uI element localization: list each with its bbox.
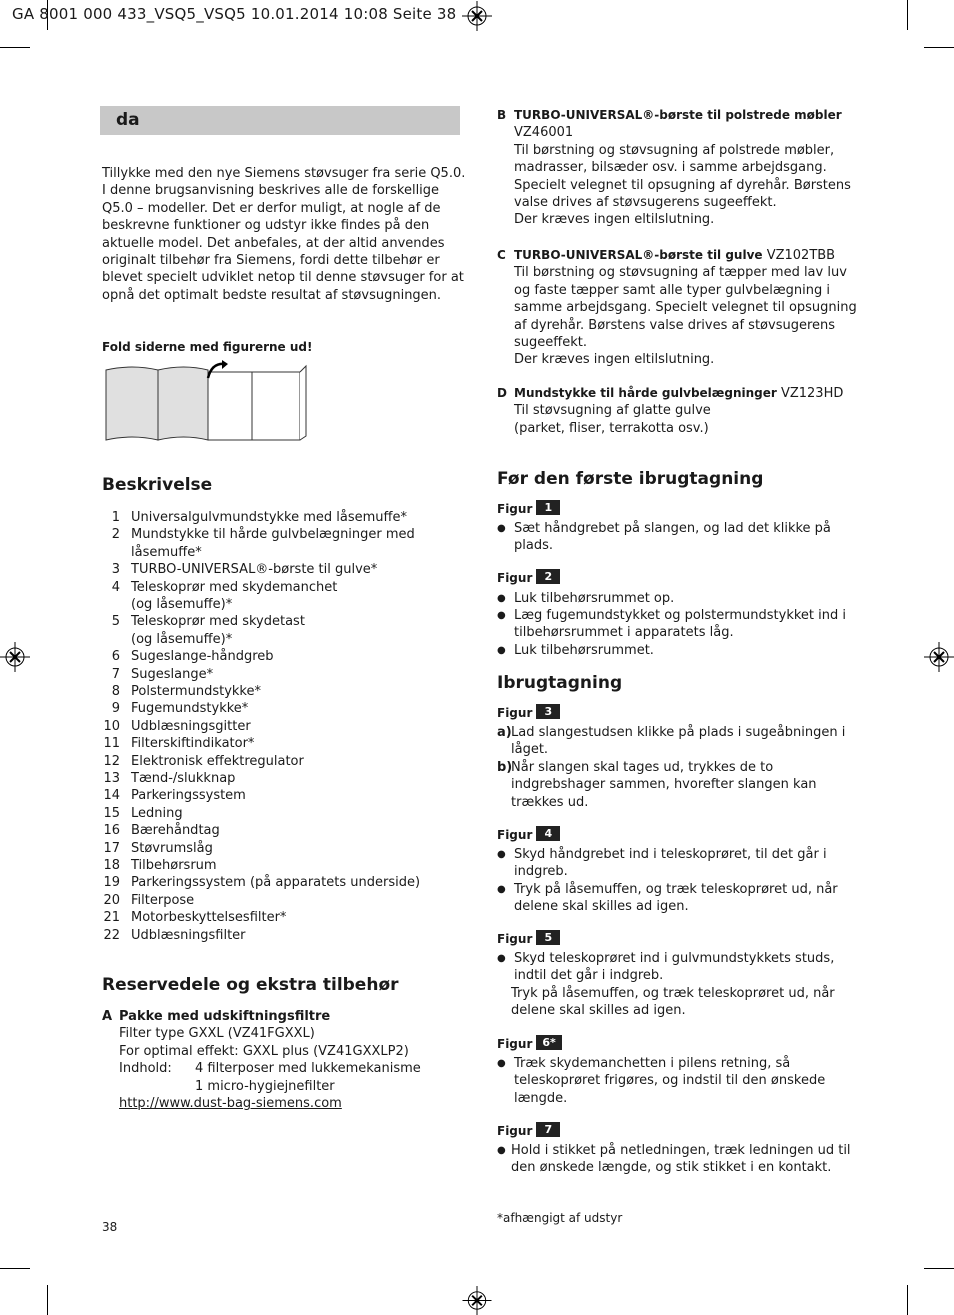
- list-item-number: 18: [103, 858, 120, 873]
- figure-number-badge: 3: [536, 704, 560, 719]
- step-b: b) Når slangen skal tages ud, trykkes de to indgrebshager sammen, hvorefter slangen kan trækkes ud.: [497, 760, 817, 810]
- bullet-item: ● Hold i stikket på netledningen, træk ledningen ud til den ønskede længde, og stik stikket i en kontakt.: [497, 1143, 851, 1176]
- list-item-number: 4: [111, 579, 120, 595]
- list-item-number: 11: [103, 736, 120, 752]
- list-item-number: 17: [103, 840, 120, 856]
- section-title-ibrugtagning: Ibrugtagning: [497, 673, 623, 693]
- list-item: [102, 822, 472, 839]
- list-item-text: Sugeslange*: [131, 666, 214, 682]
- registration-mark-icon: [462, 1286, 492, 1315]
- list-item-number: 1: [111, 510, 120, 525]
- list-item-number: 12: [103, 753, 120, 769]
- list-item: [102, 718, 472, 735]
- list-item: [102, 579, 472, 596]
- item-letter: A: [102, 1009, 113, 1024]
- crop-mark: [47, 1285, 48, 1315]
- bullet-item: ● Skyd teleskoprøret ind i gulvmundstykkets studs, indtil det går i indgreb.: [497, 951, 835, 984]
- list-item: [102, 735, 472, 752]
- list-item-text: Parkeringssystem (på apparatets underside): [131, 875, 421, 891]
- registration-mark-icon: [462, 1, 492, 31]
- figure-number-badge: 2: [536, 569, 560, 584]
- section-title-reservedele: Reservedele og ekstra tilbehør: [102, 975, 399, 995]
- crop-mark: [907, 1285, 908, 1315]
- figure-label-3: Figur 3: [497, 704, 560, 720]
- item-title: Pakke med udskiftningsfiltre: [119, 1009, 331, 1024]
- list-item-number: 14: [103, 788, 120, 804]
- list-item: [102, 840, 472, 857]
- list-item: [102, 666, 472, 683]
- list-item: [102, 857, 472, 874]
- list-item-text: låsemuffe*: [131, 544, 202, 560]
- spare-parts-a: A Pakke med udskiftningsfiltre Filter type GXXL (VZ41FGXXL) For optimal effekt: GXXL plus (VZ41GXXLP2) Indhold: 4 filterposer med lukkemekanisme 1 micro-hygiejnefilter http://www.dust-bag-siemens.com: [102, 1009, 421, 1111]
- list-item: [102, 509, 472, 526]
- list-item-number: 15: [103, 805, 120, 821]
- list-item: [102, 770, 472, 787]
- list-item-number: 16: [103, 823, 120, 839]
- list-item-number: 9: [111, 701, 120, 717]
- crop-mark: [924, 1268, 954, 1269]
- step-a: a) Lad slangestudsen klikke på plads i sugeåbningen i låget.: [497, 725, 846, 758]
- figure-label-5: Figur 5: [497, 930, 560, 946]
- list-item-text: Teleskoprør med skydetast: [131, 614, 305, 630]
- list-item: [102, 561, 472, 578]
- bullet-item: ● Tryk på låsemuffen, og træk teleskoprøret ud, når delene skal skilles ad igen.: [497, 882, 838, 915]
- list-item-text: Universalgulvmundstykke med låsemuffe*: [131, 510, 407, 525]
- list-item-text: Teleskoprør med skydemanchet: [131, 579, 338, 595]
- list-item-text: Parkeringssystem: [131, 788, 246, 804]
- figure-number-badge: 4: [536, 826, 560, 841]
- crop-mark: [0, 47, 30, 48]
- registration-mark-icon: [0, 642, 30, 672]
- list-item-text: Polstermundstykke*: [131, 684, 261, 699]
- list-item-text: Udblæsningsfilter: [131, 927, 246, 943]
- figure-label-7: Figur 7: [497, 1122, 560, 1138]
- figure-label-4: Figur 4: [497, 826, 560, 842]
- fold-pages-illustration: [104, 360, 310, 444]
- list-item-text: Elektronisk effektregulator: [131, 753, 304, 769]
- parts-list: [102, 509, 472, 949]
- list-item-number: 13: [103, 771, 120, 786]
- list-item-text: Mundstykke til hårde gulvbelægninger med: [131, 527, 415, 543]
- crop-mark: [0, 1268, 30, 1269]
- figure-label-6: Figur 6*: [497, 1035, 562, 1051]
- list-item-text: Tænd-/slukknap: [131, 771, 236, 786]
- print-header: GA 8001 000 433_VSQ5_VSQ5 10.01.2014 10:08 Seite 38: [12, 5, 457, 23]
- list-item: [102, 909, 472, 926]
- language-code: da: [116, 110, 140, 130]
- figure-5-note: Tryk på låsemuffen, og træk teleskoprøret ud, når delene skal skilles ad igen.: [511, 986, 835, 1019]
- accessory-d: D Mundstykke til hårde gulvbelægninger VZ123HD Til støvsugning af glatte gulve (parket, fliser, terrakotta osv.): [497, 386, 844, 436]
- figure-number-badge: 6*: [536, 1035, 561, 1050]
- list-item-text: Støvrumslåg: [131, 840, 213, 856]
- list-item-number: 21: [103, 910, 120, 926]
- registration-mark-icon: [924, 642, 954, 672]
- crop-mark: [924, 47, 954, 48]
- list-item: [102, 683, 472, 700]
- crop-mark: [907, 0, 908, 30]
- list-item: [102, 613, 472, 630]
- list-item-number: 5: [111, 614, 120, 630]
- list-item: [102, 787, 472, 804]
- list-item: [102, 700, 472, 717]
- list-item: [102, 753, 472, 770]
- list-item-text: Filterpose: [131, 892, 195, 908]
- list-item-number: 3: [111, 562, 120, 578]
- language-bar: [100, 106, 460, 135]
- intro-paragraph: Tillykke med den nye Siemens støvsuger fra serie Q5.0. I denne brugsanvisning beskrives alle de forskellige Q5.0 – modeller. Det er derfor muligt, at nogle af de beskrevne funktioner og udstyr ikke findes på den aktuelle model. Det anbefales, at der altid anvendes originalt tilbehør fra Siemens, fordi dette tilbehør er blevet specielt udviklet netop til denne støvsuger for at opnå det optimalt bedste resultat af støvsugningen.: [102, 166, 466, 303]
- fold-instruction: Fold siderne med figurerne ud!: [102, 340, 313, 354]
- list-item-text: Sugeslange-håndgreb: [131, 649, 274, 665]
- list-item-number: 8: [111, 684, 120, 699]
- list-item-number: 10: [103, 718, 120, 734]
- bullet-item: ● Sæt håndgrebet på slangen, og lad det klikke på plads.: [497, 521, 831, 554]
- list-item-number: 19: [103, 875, 120, 891]
- list-item-text: (og låsemuffe)*: [131, 597, 233, 612]
- list-item-text: Bærehåndtag: [131, 823, 220, 839]
- list-item: [102, 892, 472, 909]
- list-item: [102, 805, 472, 822]
- footnote: *afhængigt af udstyr: [497, 1211, 623, 1225]
- list-item-text: Fugemundstykke*: [131, 701, 249, 717]
- list-item: [102, 874, 472, 891]
- list-item-number: 7: [111, 666, 120, 682]
- list-item-text: Filterskiftindikator*: [131, 736, 255, 752]
- bullet-item: ● Træk skydemanchetten i pilens retning, så teleskoprøret frigøres, og indstil til den ønskede længde.: [497, 1056, 826, 1106]
- figure-number-badge: 1: [536, 500, 560, 515]
- list-item-text: (og låsemuffe)*: [131, 631, 233, 647]
- page-number: 38: [102, 1220, 118, 1234]
- section-title-beskrivelse: Beskrivelse: [102, 475, 213, 495]
- list-item: [102, 526, 472, 543]
- accessory-b: B TURBO-UNIVERSAL®-børste til polstrede møbler VZ46001 Til børstning og støvsugning af polstrede møbler, madrasser, bilsæder osv. i samme arbejdsgang. Specielt velegnet til opsugning af dyrehår. Børstens valse drives af støvsugerens sugeeffekt. Der kræves ingen eltilslutning.: [497, 108, 851, 228]
- list-item-text: Motorbeskyttelsesfilter*: [131, 910, 287, 926]
- figure-number-badge: 7: [536, 1122, 560, 1137]
- accessory-c: C TURBO-UNIVERSAL®-børste til gulve VZ102TBB Til børstning og støvsugning af tæpper med lav luv og faste tæpper samt alle typer gulvbelægning i samme arbejdsgang. Specielt velegnet til opsugning af dyrehår. Børstens valse drives af støvsugerens sugeeffekt. Der kræves ingen eltilslutning.: [497, 248, 857, 368]
- list-item-text: Tilbehørsrum: [131, 858, 217, 873]
- list-item-number: 6: [111, 649, 120, 665]
- list-item-number: 2: [111, 527, 120, 543]
- section-title-foer: Før den første ibrugtagning: [497, 469, 764, 489]
- list-item: [102, 544, 472, 561]
- figure-number-badge: 5: [536, 930, 560, 945]
- figure-label-2: Figur 2: [497, 569, 560, 585]
- list-item-text: Ledning: [131, 805, 183, 821]
- bullet-item: ● Luk tilbehørsrummet op.: [497, 591, 675, 606]
- bullet-item: ● Læg fugemundstykket og polstermundstykket ind i tilbehørsrummet i apparatets låg.: [497, 608, 847, 641]
- list-item-text: Udblæsningsgitter: [131, 718, 251, 734]
- dust-bag-link[interactable]: http://www.dust-bag-siemens.com: [119, 1096, 342, 1111]
- list-item-number: 20: [103, 892, 120, 908]
- list-item-text: TURBO-UNIVERSAL®-børste til gulve*: [131, 562, 378, 578]
- list-item-number: 22: [103, 927, 120, 943]
- list-item: [102, 648, 472, 665]
- figure-label-1: Figur 1: [497, 500, 560, 516]
- list-item: [102, 927, 472, 944]
- list-item: [102, 631, 472, 648]
- bullet-item: ● Skyd håndgrebet ind i teleskoprøret, til det går i indgreb.: [497, 847, 827, 880]
- list-item: [102, 596, 472, 613]
- bullet-item: ● Luk tilbehørsrummet.: [497, 643, 654, 658]
